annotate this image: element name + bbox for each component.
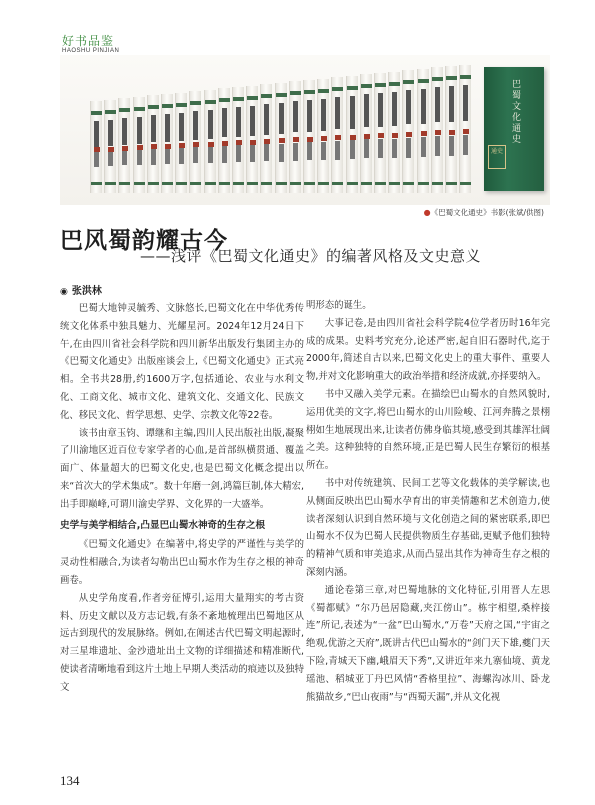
photo-caption [424,207,544,218]
body-paragraph: 巴蜀大地钟灵毓秀、文脉悠长,巴蜀文化在中华优秀传统文化体系中独具魅力、光耀星河。2024年12月24日下午,在由四川省社会科学院和四川新华出版发行集团主办的《巴蜀文化通史》出版座谈会上,《巴蜀文化通史》正式亮相。全书共28册,约1600万字,包括通论、农业与水利文化、工商文化、城市文化、建筑文化、交通文化、民族文化、移民文化、哲学思想、史学、宗教文化等22卷。 [60,303,304,421]
book-spine [317,79,329,193]
book-spine [218,88,230,193]
body-paragraph: 从史学角度看,作者旁征博引,运用大量翔实的考古资料、历史文献以及方志记载,有条不紊地梳理出巴蜀地区从远古到现代的发展脉络。例如,在阐述古代巴蜀文明起源时,对三星堆遗址、金沙遗址出土文物的详细描述和精准断代,使读者清晰地看到这片土地上早期人类活动的痕迹以及独特文 [60,592,304,693]
body-paragraph: 通论卷第三章,对巴蜀地脉的文化特征,引用晋人左思《蜀都赋》“尔乃邑居隐藏,夹江傍山”。栋宇相望,桑梓接连”所记,表述为“一盆”巴山蜀水,“万卷”天府之国,“宇宙之绝观,优游之天府”,既讲古代巴山蜀水的“剑门天下雄,夔门天下险,青城天下幽,峨眉天下秀”,又讲近年来九寨仙境、黄龙瑶池、稻城亚丁丹巴风情“香格里拉”、海螺沟冰川、卧龙熊猫故乡,“巴山夜雨”与“西蜀天漏”,并从文化视 [306,584,550,703]
column-header [62,34,119,54]
page-number: 134 [60,773,80,788]
caption-marker: ● [423,208,431,217]
book-spine [175,93,187,193]
book-spine [161,94,173,193]
article-subtitle: ——浅评《巴蜀文化通史》的编著风格及文史意义 [140,247,482,265]
book-spine [118,98,130,193]
body-paragraph: 《巴蜀文化通史》在编著中,将史学的严谨性与美学的灵动性相融合,为读者勾勒出巴山蜀水作为生存之根的神奇画卷。 [60,539,304,586]
book-spine [417,69,429,193]
book-spine [275,83,287,193]
left-column [60,300,304,697]
cover-title: 巴蜀文化通史 [510,79,520,145]
book-spine [388,72,400,193]
book-spine [189,91,201,193]
caption-text: 《巴蜀文化通史》书影(张斌/供图) [430,208,544,217]
right-column [306,297,550,706]
body-paragraph: 明形态的诞生。 [306,300,372,311]
book-spine [402,70,414,193]
book-spine [331,77,343,193]
author-marker-icon: ◉ [60,287,68,297]
book-spine [346,76,358,193]
column-title: 好书品鉴 [62,34,115,48]
author-name: 张洪林 [71,286,102,297]
book-cover [484,67,544,191]
book-spine [232,87,244,193]
body-paragraph: 书中又融入美学元素。在描绘巴山蜀水的自然风貌时,运用优美的文字,将巴山蜀水的山川险峻、江河奔腾之景栩栩如生地展现出来,让读者仿佛身临其境,感受到其雄浑壮阔之美。这种独特的自然环境,正是巴蜀人民生存繁衍的根基所在。 [306,388,550,472]
book-spine [104,100,116,193]
book-spine [147,95,159,193]
body-paragraph: 该书由章玉钧、谭继和主编,四川人民出版社出版,凝聚了川渝地区近百位专家学者的心血,是首部纵横贯通、覆盖面广、体量超大的巴蜀文化史,也是巴蜀文化概念提出以来“首次大的学术集成”。数十年磨一剑,鸿篇巨制,体大精宏,出手即巅峰,可谓川渝史学界、文化界的一大盛举。 [60,427,304,510]
column-subtitle: HAOSHU PINJIAN [62,48,120,54]
article-title: 巴风蜀韵耀古今 [60,228,228,254]
book-spine [204,90,216,193]
book-spine [360,74,372,193]
body-paragraph: 大事记卷,是由四川省社会科学院4位学者历时16年完成的成果。史料考究充分,论述严密,起自旧石器时代,迄于2000年,简述自古以来,巴蜀文化史上的重大事件、重要人物,并对文化影响重大的政治举措和经济成就,亦择要纳入。 [306,317,550,383]
author-byline [60,282,102,297]
cover-seal: 通史 [488,145,506,169]
book-spine [289,81,301,193]
book-spine [459,65,471,193]
book-spine [90,101,102,193]
book-spine [431,67,443,193]
book-spine [246,86,258,193]
book-spine [445,66,457,193]
book-photo [60,55,550,205]
section-heading: 史学与美学相结合,凸显巴山蜀水神奇的生存之根 [60,519,266,531]
book-spine [260,84,272,193]
book-spine [374,73,386,193]
body-paragraph: 书中对传统建筑、民间工艺等文化载体的美学解读,也从侧面反映出巴山蜀水孕育出的审美情趣和艺术创造力,使读者深刻认识到自然环境与文化创造之间的紧密联系,即巴山蜀水不仅为巴蜀人民提供物质生存基础,更赋予他们独特的精神气质和审美追求,从而凸显出其作为神奇生存之根的深刻内涵。 [306,477,550,578]
book-spine [133,97,145,193]
book-spine [303,80,315,193]
